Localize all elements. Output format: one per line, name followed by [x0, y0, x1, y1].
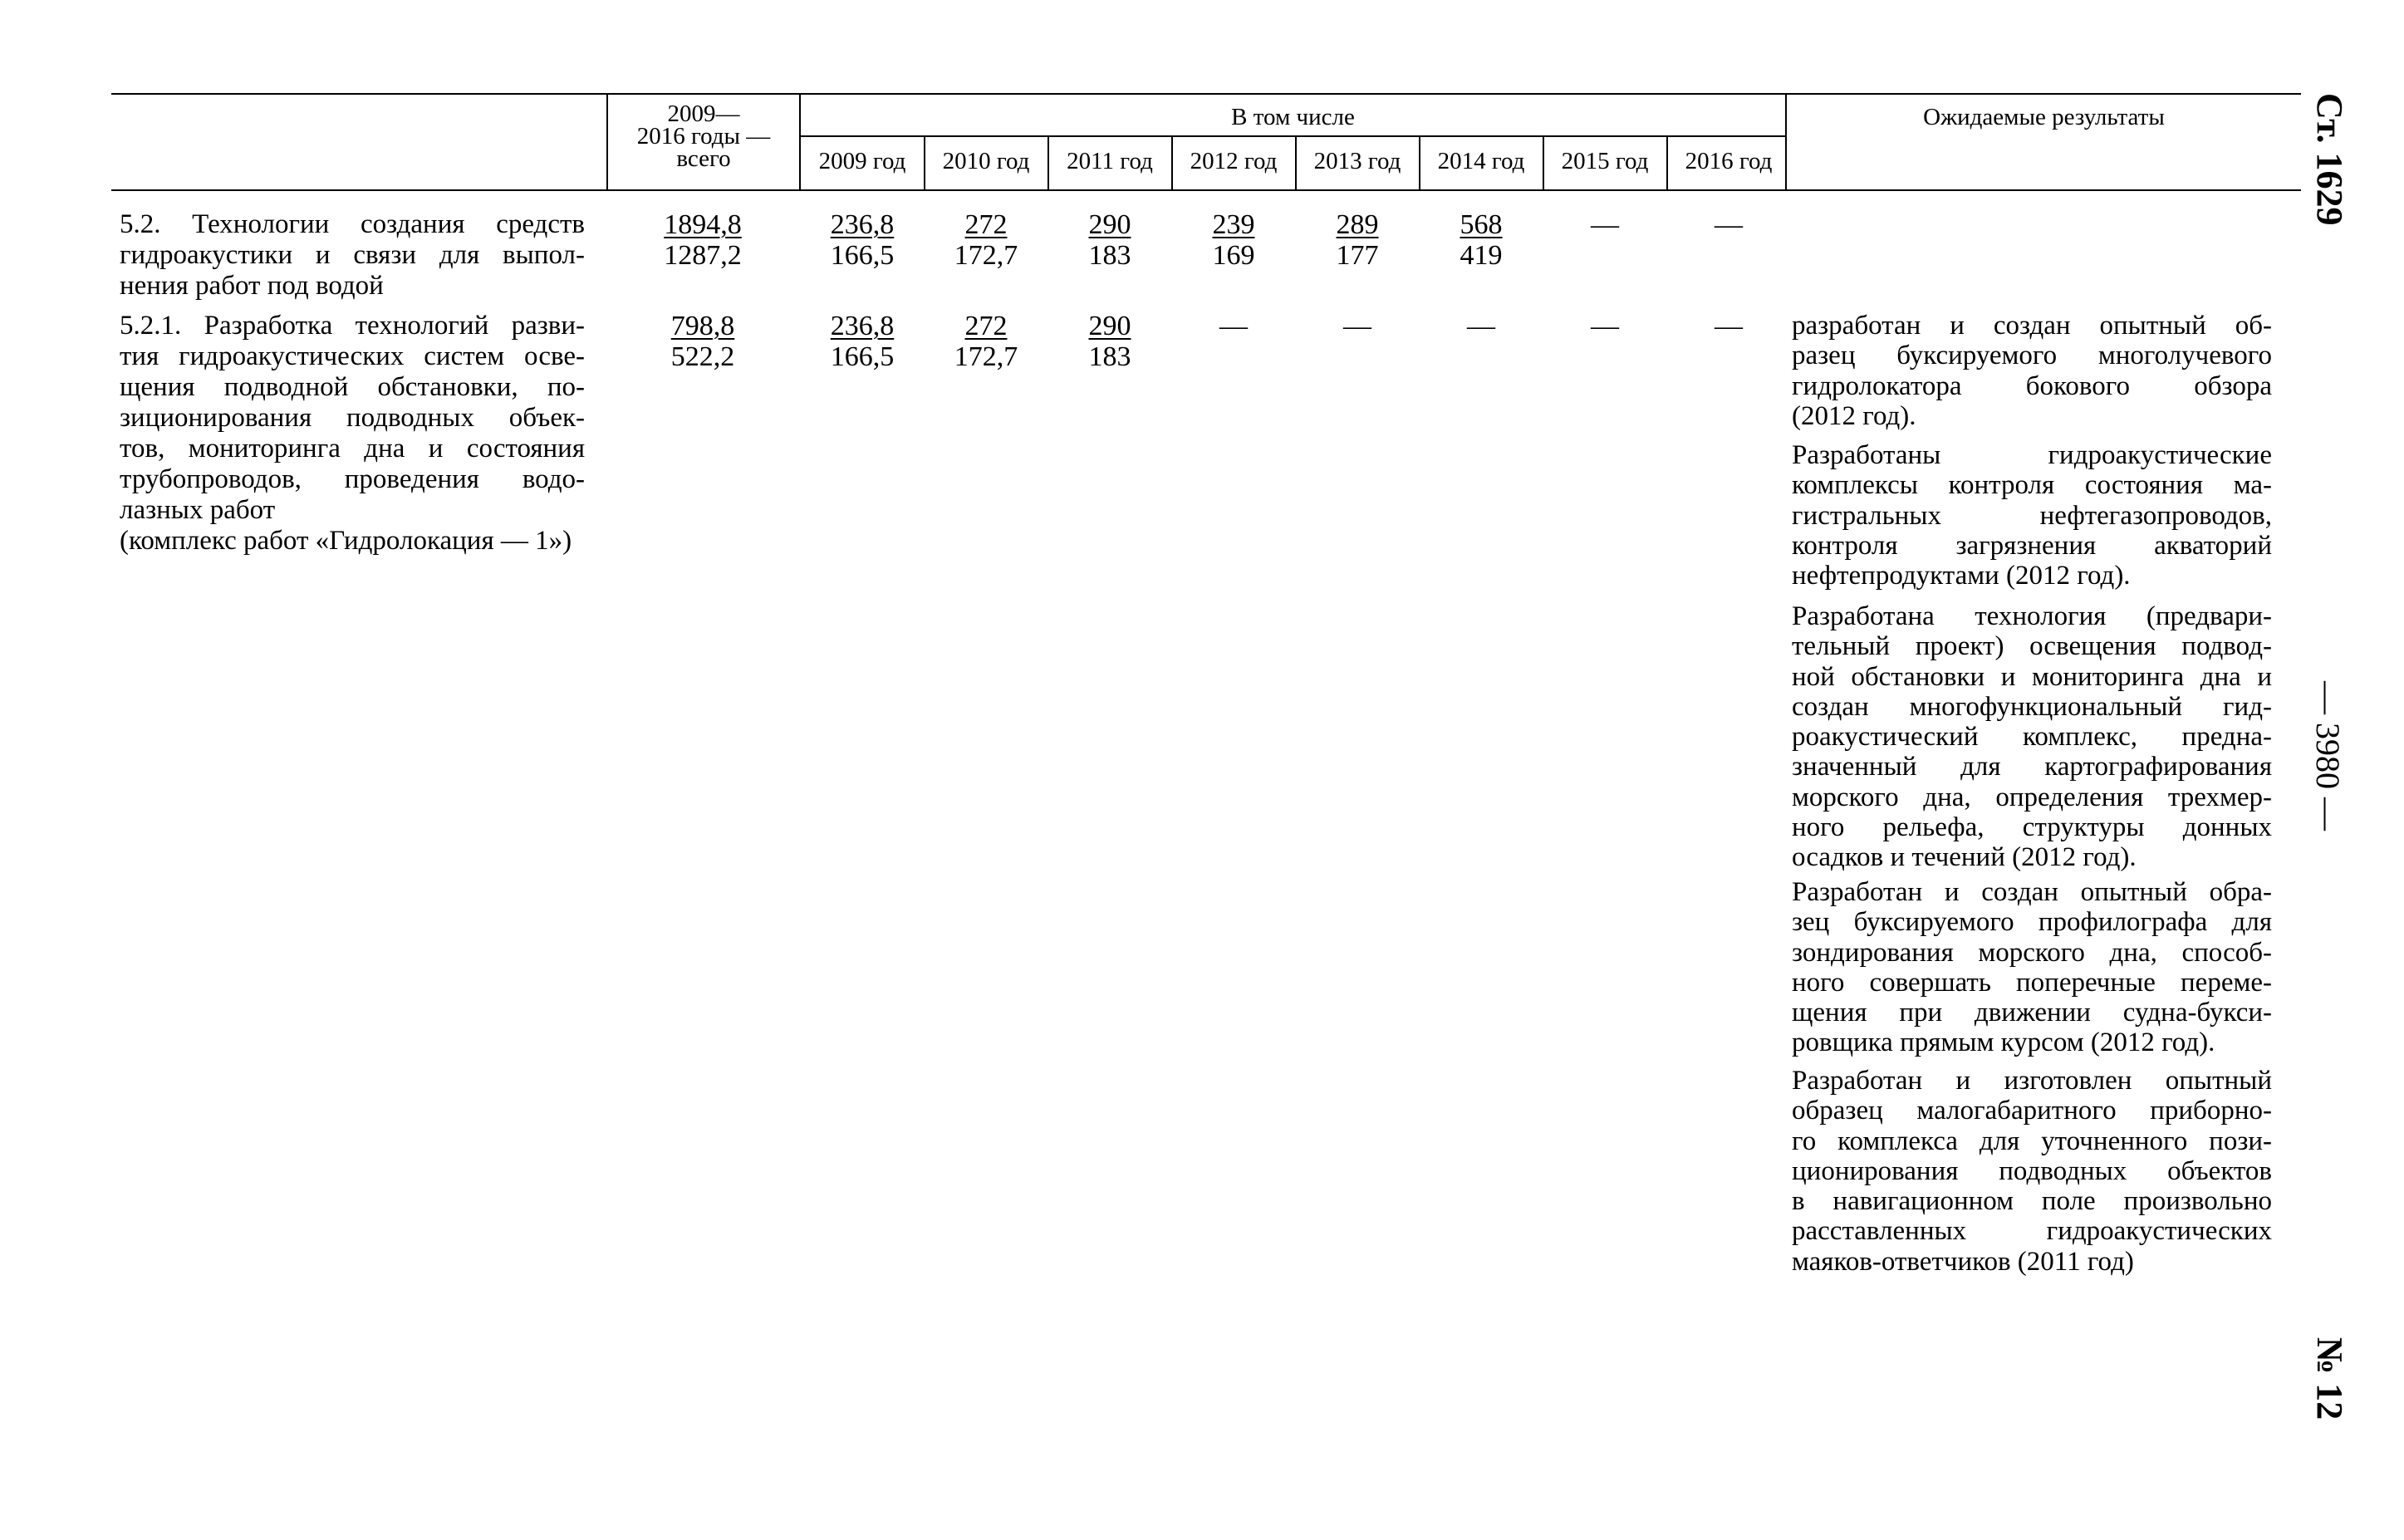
result-line: ной обстановки и мониторинга дна и: [1792, 661, 2272, 692]
row-5-2-2016: —: [1715, 209, 1743, 240]
row-5-2-1-2010: [925, 311, 1047, 372]
header-including: В том числе: [1231, 104, 1355, 130]
header-year-2009: 2009 год: [818, 148, 906, 174]
row-title-line: (комплекс работ «Гидролокация — 1»): [120, 526, 572, 556]
row-5-2-1-2012: —: [1219, 311, 1248, 341]
result-line: тельный проект) освещения подвод-: [1792, 631, 2272, 662]
row-title-line: зиционирования подводных объек-: [120, 403, 585, 433]
result-line: образец малогабаритного приборно-: [1792, 1096, 2272, 1126]
result-line: Разработана технология (предвари-: [1792, 601, 2272, 631]
value-budget: 166,5: [830, 240, 895, 271]
result-line: гистральных нефтегазопроводов,: [1792, 500, 2272, 531]
result-line: (2012 год).: [1792, 400, 1916, 431]
value-planned: 272: [964, 209, 1008, 240]
value-planned: 798,8: [670, 311, 735, 341]
row-title-line: гидроакустики и связи для выпол-: [120, 240, 585, 270]
issue-number-caption: № 12: [2309, 1337, 2350, 1420]
value-budget: 419: [1460, 240, 1503, 271]
value-budget: 166,5: [830, 341, 895, 372]
row-title-line: тов, мониторинга дна и состояния: [120, 434, 585, 463]
value-budget: 172,7: [954, 341, 1018, 372]
row-5-2-2013: [1296, 209, 1419, 271]
result-line: нефтепродуктами (2012 год).: [1792, 561, 2131, 591]
row-5-2-2014: [1420, 209, 1543, 271]
result-line: роакустический комплекс, предна-: [1792, 722, 2272, 753]
value-budget: 169: [1212, 240, 1255, 271]
header-total-column: [608, 103, 799, 170]
row-5-2-2015: —: [1591, 209, 1619, 240]
result-line: ционирования подводных объектов: [1792, 1155, 2272, 1186]
table-top-rule: [111, 93, 2301, 95]
row-title-line: тия гидроакустических систем осве-: [120, 341, 585, 371]
page-number-caption: Ст. 1629: [2309, 93, 2350, 226]
value-planned: 568: [1460, 209, 1503, 240]
result-paragraph: [1792, 1066, 2272, 1277]
result-line: разработан и создан опытный об-: [1792, 311, 2272, 341]
value-planned: 272: [964, 311, 1008, 341]
result-line: Разработан и изготовлен опытный: [1792, 1066, 2272, 1096]
value-planned: 1894,8: [664, 209, 742, 240]
header-total-line: 2016 годы —: [636, 123, 771, 150]
result-line: осадков и течений (2012 год).: [1792, 842, 2137, 873]
row-5-2-1-2014: —: [1467, 311, 1495, 341]
value-budget: 172,7: [954, 240, 1018, 271]
table-header-bottom-rule: [111, 189, 2301, 191]
result-line: ного совершать поперечные переме-: [1792, 967, 2272, 998]
header-year-2011: 2011 год: [1067, 148, 1153, 174]
result-paragraph: [1792, 601, 2272, 873]
header-total-line: 2009—: [667, 101, 740, 127]
header-year-2014: 2014 год: [1437, 148, 1525, 174]
result-line: маяков-ответчиков (2011 год): [1792, 1246, 2134, 1277]
header-results: Ожидаемые результаты: [1923, 104, 2165, 130]
row-5-2-1-2009: [801, 311, 924, 372]
result-line: зондирования морского дна, способ-: [1792, 937, 2272, 968]
row-5-2-2009: [801, 209, 924, 271]
result-line: го комплекса для уточненного пози-: [1792, 1126, 2272, 1156]
row-5-2-1-2015: —: [1591, 311, 1619, 341]
header-total-line: всего: [676, 145, 731, 172]
row-5-2-1-2016: —: [1715, 311, 1743, 341]
result-paragraph: [1792, 877, 2272, 1058]
result-line: контроля загрязнения акваторий: [1792, 530, 2272, 561]
row-5-2-1-total: [641, 311, 764, 372]
value-planned: 290: [1088, 311, 1131, 341]
header-year-2013: 2013 год: [1313, 148, 1401, 174]
row-title-line: лазных работ: [120, 495, 276, 525]
row-5-2-1-2011: [1048, 311, 1171, 372]
result-line: щения при движении судна-букси-: [1792, 998, 2272, 1028]
row-title-5-2-1: [120, 311, 585, 557]
value-budget: 183: [1088, 341, 1131, 372]
result-line: комплексы контроля состояния ма-: [1792, 470, 2272, 501]
value-planned: 236,8: [830, 209, 895, 240]
row-title-line: 5.2.1. Разработка технологий разви-: [120, 311, 585, 341]
result-line: ровщика прямым курсом (2012 год).: [1792, 1027, 2215, 1058]
value-budget: 522,2: [670, 341, 735, 372]
result-paragraph: [1792, 440, 2272, 591]
row-title-line: нения работ под водой: [120, 271, 384, 301]
result-line: Разработаны гидроакустические: [1792, 440, 2272, 470]
result-line: расставленных гидроакустических: [1792, 1216, 2272, 1247]
value-budget: 183: [1088, 240, 1131, 271]
header-year-2016: 2016 год: [1685, 148, 1773, 174]
result-paragraph: [1792, 311, 2272, 431]
row-title-line: 5.2. Технологии создания средств: [120, 209, 585, 239]
row-5-2-2011: [1048, 209, 1171, 271]
header-year-2015: 2015 год: [1561, 148, 1649, 174]
result-line: создан многофункциональный гид-: [1792, 691, 2272, 722]
value-planned: 290: [1088, 209, 1131, 240]
row-title-line: щения подводной обстановки, по-: [120, 372, 585, 402]
result-line: ного рельефа, структуры донных: [1792, 812, 2272, 843]
row-5-2-2012: [1172, 209, 1295, 271]
page-marker-caption: — 3980 —: [2309, 681, 2347, 831]
row-title-line: трубопроводов, проведения водо-: [120, 464, 585, 494]
result-line: в навигационном поле произвольно: [1792, 1186, 2272, 1217]
header-year-2010: 2010 год: [942, 148, 1030, 174]
value-planned: 289: [1336, 209, 1379, 240]
row-5-2-total: [641, 209, 764, 271]
result-line: гидролокатора бокового обзора: [1792, 370, 2272, 401]
header-year-2012: 2012 год: [1190, 148, 1278, 174]
value-budget: 177: [1336, 240, 1379, 271]
row-5-2-1-2013: —: [1343, 311, 1371, 341]
result-line: морского дна, определения трехмер-: [1792, 782, 2272, 812]
value-budget: 1287,2: [664, 240, 742, 271]
row-5-2-2010: [925, 209, 1047, 271]
value-planned: 236,8: [830, 311, 895, 341]
result-line: значенный для картографирования: [1792, 752, 2272, 782]
table-subheader-rule: [799, 135, 1785, 137]
row-title-5-2: [120, 209, 585, 302]
result-line: зец буксируемого профилографа для: [1792, 907, 2272, 938]
result-line: Разработан и создан опытный обра-: [1792, 877, 2272, 907]
result-line: разец буксируемого многолучевого: [1792, 341, 2272, 371]
value-planned: 239: [1212, 209, 1255, 240]
